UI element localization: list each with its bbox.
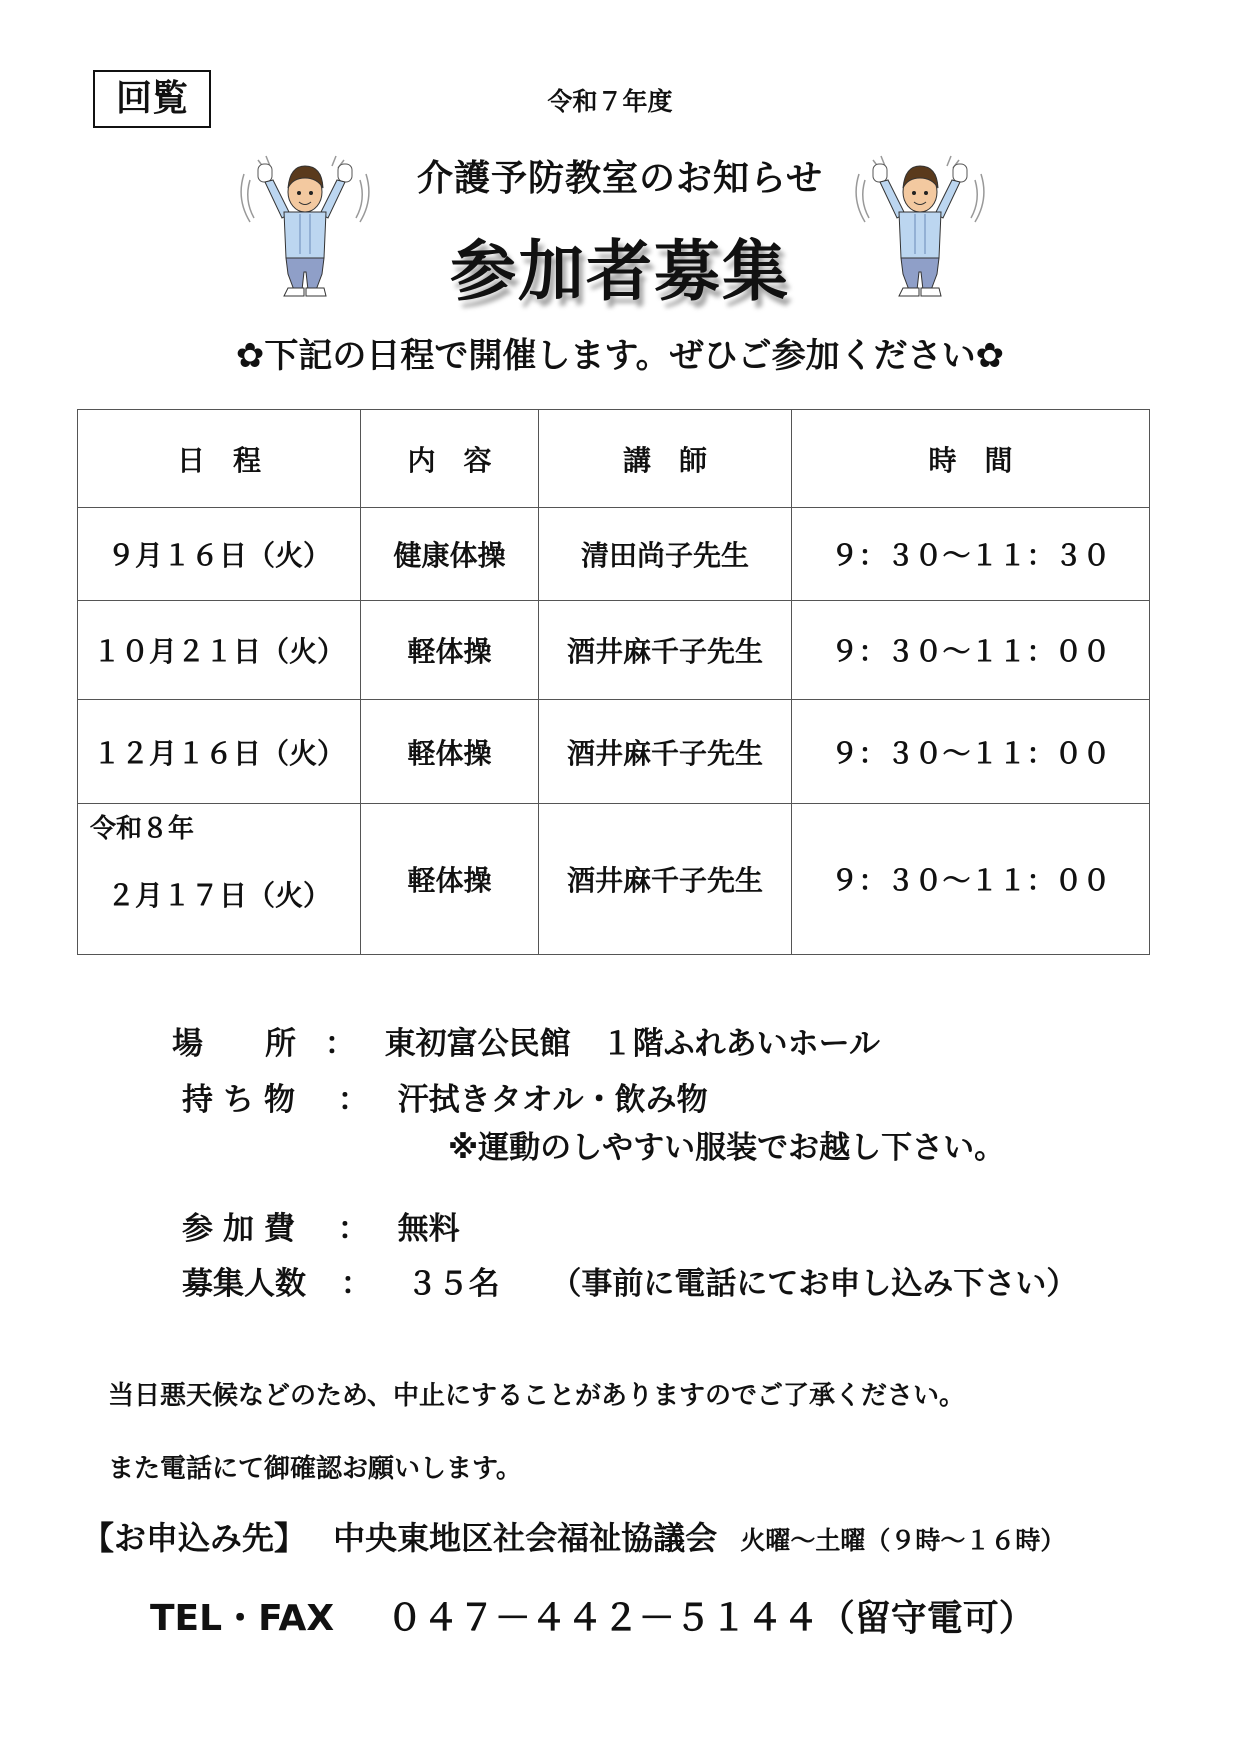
row-instructor: 清田尚子先生 — [539, 508, 792, 601]
table-row — [78, 601, 1150, 700]
items-value: 汗拭きタオル・飲み物 — [397, 1082, 708, 1118]
row-date: １０月２１日（火） — [78, 601, 361, 700]
weather-note: 当日悪天候などのため、中止にすることがありますのでご了承ください。 — [108, 1381, 965, 1411]
fee-label: 参加費 — [182, 1211, 305, 1247]
capacity-label: 募集人数 — [182, 1266, 306, 1302]
subtitle-text: 下記の日程で開催します。ぜひご参加ください — [264, 336, 976, 376]
fee-row — [182, 1203, 460, 1248]
table-row — [78, 700, 1150, 804]
row-content: 軽体操 — [361, 700, 539, 804]
row-instructor: 酒井麻千子先生 — [539, 601, 792, 700]
place-row — [172, 1018, 880, 1063]
row-content: 健康体操 — [361, 508, 539, 601]
table-row — [78, 804, 1150, 955]
row-year-prefix: 令和８年 — [90, 814, 195, 844]
row-date: ９月１６日（火） — [78, 508, 361, 601]
table-row — [78, 508, 1150, 601]
subtitle — [100, 328, 1140, 377]
recruit-headline: 参加者募集 — [450, 233, 790, 310]
capacity-note: （事前に電話にてお申し込み下さい） — [550, 1266, 1078, 1302]
fiscal-year: 令和７年度 — [547, 87, 673, 116]
row-date: １２月１６日（火） — [78, 700, 361, 804]
separator: ： — [337, 1082, 369, 1118]
row-time: ９：３０～１１：００ — [792, 804, 1150, 955]
table-header-row — [78, 410, 1150, 508]
row-instructor: 酒井麻千子先生 — [539, 804, 792, 955]
tel-row — [150, 1590, 1035, 1641]
tel-note: （留守電可） — [818, 1598, 1035, 1639]
fee-value: 無料 — [397, 1211, 460, 1247]
schedule-table — [77, 409, 1150, 955]
row-content: 軽体操 — [361, 804, 539, 955]
items-note: ※運動のしやすい服装でお越し下さい。 — [448, 1130, 1006, 1166]
row-date-cell — [78, 804, 361, 955]
tel-label: TEL・FAX — [150, 1598, 335, 1639]
apply-row — [82, 1513, 1065, 1559]
apply-label: 【お申込み先】 — [82, 1519, 307, 1557]
header-time: 時 間 — [792, 410, 1150, 508]
row-time: ９：３０～１１：００ — [792, 700, 1150, 804]
circulate-label: 回覧 — [115, 78, 188, 119]
office-hours: 火曜～土曜（９時～１６時） — [740, 1526, 1066, 1555]
row-time: ９：３０～１１：００ — [792, 601, 1150, 700]
flower-icon: ✿ — [235, 336, 265, 376]
row-content: 軽体操 — [361, 601, 539, 700]
tel-number: ０４７－４４２－５１４４ — [386, 1598, 819, 1639]
exercising-man-icon — [855, 150, 985, 310]
header-date: 日 程 — [78, 410, 361, 508]
row-instructor: 酒井麻千子先生 — [539, 700, 792, 804]
place-label: 場 所 — [172, 1026, 296, 1062]
organization-name: 中央東地区社会福祉協議会 — [333, 1519, 718, 1557]
capacity-value: ３５名 — [406, 1266, 500, 1302]
flower-icon: ✿ — [975, 336, 1005, 376]
circulate-box — [93, 70, 211, 128]
header-instructor: 講 師 — [539, 410, 792, 508]
separator: ： — [340, 1266, 372, 1302]
separator: ： — [337, 1211, 369, 1247]
separator: ： — [324, 1026, 356, 1062]
row-time: ９：３０～１１：３０ — [792, 508, 1150, 601]
exercising-man-icon — [240, 150, 370, 310]
notice-title: 介護予防教室のお知らせ — [417, 158, 823, 199]
place-value: 東初富公民館 １階ふれあいホール — [384, 1026, 880, 1062]
capacity-row — [182, 1258, 1077, 1303]
items-label: 持ち物 — [182, 1082, 305, 1118]
header-content: 内 容 — [361, 410, 539, 508]
row-date: ２月１７日（火） — [106, 879, 331, 912]
confirm-note: また電話にて御確認お願いします。 — [108, 1454, 522, 1484]
items-row — [182, 1074, 708, 1119]
